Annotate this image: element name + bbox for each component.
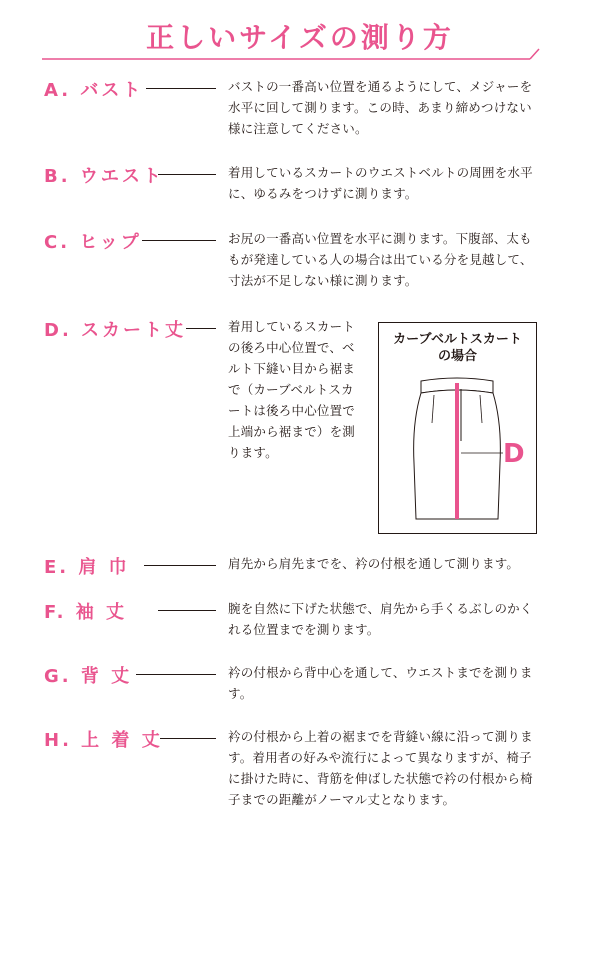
leader-line	[160, 738, 216, 739]
item-description: 着用しているスカートのウエストベルトの周囲を水平に、ゆるみをつけずに測ります。	[228, 165, 533, 201]
item-description: 着用しているスカートの後ろ中心位置で、ベルト下縫い目から裾まで（カーブベルトスカートは後ろ中心位置で上端から裾まで）を測ります。	[228, 319, 356, 460]
item-description: バストの一番高い位置を通るようにして、メジャーを水平に回して測ります。この時、あまり締めつけない様に注意してください。	[228, 79, 533, 136]
item-label: H. 上 着 丈	[44, 730, 163, 751]
leader-line	[158, 174, 216, 175]
measurement-marker-d: D	[503, 439, 525, 469]
leader-line	[186, 328, 216, 329]
title-underline	[42, 48, 542, 60]
leader-line	[136, 674, 216, 675]
leader-line	[158, 610, 216, 611]
item-description: 肩先から肩先までを、衿の付根を通して測ります。	[228, 556, 520, 571]
item-label: D. スカート丈	[44, 320, 187, 341]
skirt-figure	[378, 322, 537, 534]
item-description: 衿の付根から背中心を通して、ウエストまでを測ります。	[228, 665, 533, 701]
item-description: お尻の一番高い位置を水平に測ります。下腹部、太ももが発達している人の場合は出ている分を見越して、寸法が不足しない様に測ります。	[228, 231, 533, 288]
item-label: B. ウエスト	[44, 166, 164, 187]
leader-line	[142, 240, 216, 241]
skirt-illustration	[379, 323, 536, 533]
leader-line	[146, 88, 216, 89]
leader-line	[144, 565, 216, 566]
item-label: C. ヒップ	[44, 232, 142, 253]
item-description: 衿の付根から上着の裾までを背縫い線に沿って測ります。着用者の好みや流行によって異なりますが、椅子に掛けた時に、背筋を伸ばした状態で衿の付根から椅子までの距離がノーマル丈となります。	[228, 729, 533, 807]
item-label: G. 背 丈	[44, 666, 133, 687]
item-description: 腕を自然に下げた状態で、肩先から手くるぶしのかくれる位置までを測ります。	[228, 601, 533, 637]
figure-caption: カーブベルトスカートの場合	[393, 332, 522, 364]
item-label: F. 袖 丈	[44, 602, 128, 623]
item-label: E. 肩 巾	[44, 557, 130, 578]
item-label: A. バスト	[44, 80, 144, 101]
page-title: 正しいサイズの測り方	[146, 21, 454, 54]
